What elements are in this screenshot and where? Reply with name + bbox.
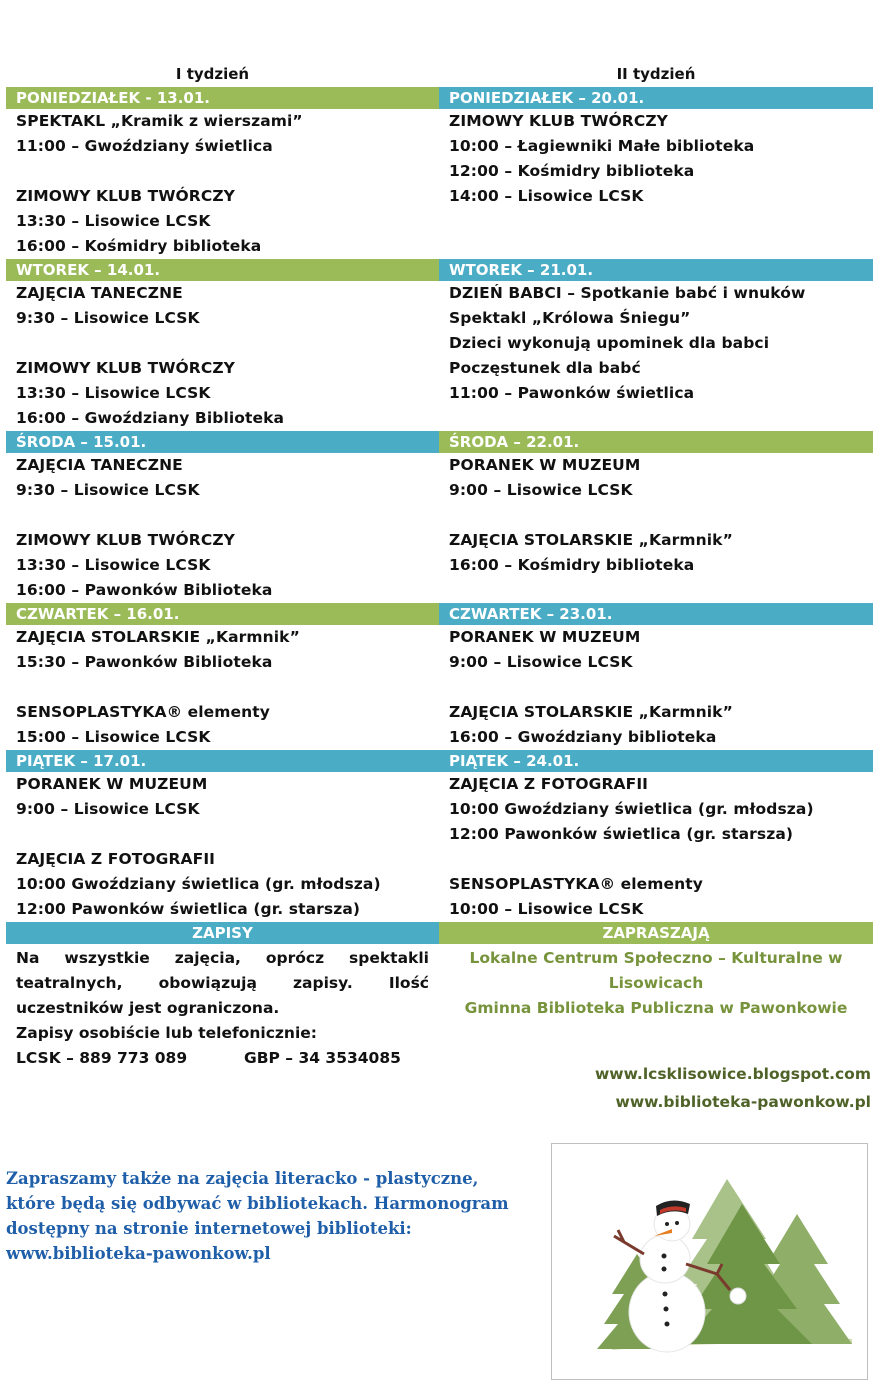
day-header: WTOREK – 14.01. [6,259,439,281]
event-line: ZAJĘCIA TANECZNE [16,456,183,474]
event-line: Dzieci wykonują upominek dla babci [449,334,770,352]
event-line [6,822,439,847]
event-line: 11:00 – Gwoździany świetlica [16,137,273,155]
event-line [6,503,439,528]
day-body [439,625,873,750]
organizer-lcsk: Lokalne Centrum Społeczno – Kulturalne w Lisowicach [469,949,843,992]
event-line: 16:00 – Kośmidry biblioteka [449,556,695,574]
event-line: 12:00 – Kośmidry biblioteka [449,162,695,180]
organizer-gbp: Gminna Biblioteka Publiczna w Pawonkowie [464,999,848,1017]
event-line: 9:30 – Lisowice LCSK [16,309,200,327]
event-line: 16:00 – Pawonków Biblioteka [16,581,273,599]
snowman-picture [551,1143,868,1380]
event-line: 14:00 – Lisowice LCSK [449,187,644,205]
zapisy-section [6,944,439,1071]
zapraszaja-header: ZAPRASZAJĄ [439,922,873,944]
event-line: DZIEŃ BABCI – Spotkanie babć i wnuków [449,284,806,302]
event-line: ZIMOWY KLUB TWÓRCZY [16,531,235,549]
day-header: PONIEDZIAŁEK – 20.01. [439,87,873,109]
zapisy-contact: Zapisy osobiście lub telefonicznie: [16,1024,317,1042]
event-line [6,675,439,700]
event-line: 10:00 – Lisowice LCSK [449,900,644,918]
week-2-title: II tydzień [616,65,696,83]
event-line: PORANEK W MUZEUM [16,775,208,793]
event-line [6,159,439,184]
day-body [6,453,439,603]
event-line [6,331,439,356]
link-biblioteka[interactable]: www.biblioteka-pawonkow.pl [615,1093,871,1111]
event-line: Spektakl „Królowa Śniegu” [449,309,691,327]
week-2-column [439,62,873,1021]
event-line: 15:30 – Pawonków Biblioteka [16,653,273,671]
event-line: PORANEK W MUZEUM [449,456,641,474]
day-header: PIĄTEK – 17.01. [6,750,439,772]
event-line: SPEKTAKL „Kramik z wierszami” [16,112,303,130]
zapisy-header: ZAPISY [6,922,439,944]
day-body [439,281,873,431]
link-lcsk[interactable]: www.lcsklisowice.blogspot.com [594,1065,871,1083]
event-line: ZIMOWY KLUB TWÓRCZY [449,112,668,130]
event-line: ZIMOWY KLUB TWÓRCZY [16,187,235,205]
event-line: 12:00 Pawonków świetlica (gr. starsza) [16,900,361,918]
links [595,1060,871,1116]
event-line: 13:30 – Lisowice LCSK [16,212,211,230]
zapisy-info: Na wszystkie zajęcia, oprócz spektakli teatralnych, obowiązują zapisy. Ilość uczestników jest ograniczona. [16,949,429,1017]
event-line: SENSOPLASTYKA® elementy [16,703,271,721]
snowman-with-trees-icon [552,1144,867,1379]
event-line: PORANEK W MUZEUM [449,628,641,646]
day-header: PONIEDZIAŁEK - 13.01. [6,87,439,109]
event-line: 12:00 Pawonków świetlica (gr. starsza) [449,825,794,843]
day-body [439,109,873,259]
event-line: 10:00 – Łagiewniki Małe biblioteka [449,137,755,155]
day-header: ŚRODA – 22.01. [439,431,873,453]
phone-gbp: GBP – 34 3534085 [244,1049,401,1067]
footer-note: Zapraszamy także na zajęcia literacko - plastyczne, które będą się odbywać w bibliotekach. Harmonogram dostępny na stronie internetowej biblioteki: www.biblioteka-pawonkow.pl [6,1169,509,1263]
event-line: 16:00 – Gwoździany Biblioteka [16,409,285,427]
event-line [439,209,873,234]
day-header: PIĄTEK – 24.01. [439,750,873,772]
event-line: 9:30 – Lisowice LCSK [16,481,200,499]
event-line: ZAJĘCIA Z FOTOGRAFII [16,850,216,868]
event-line: 9:00 – Lisowice LCSK [449,481,633,499]
event-line: ZAJĘCIA Z FOTOGRAFII [449,775,649,793]
phone-row [16,1046,429,1071]
event-line: 9:00 – Lisowice LCSK [449,653,633,671]
event-line: 16:00 – Gwoździany biblioteka [449,728,717,746]
day-body [6,625,439,750]
event-line: ZAJĘCIA TANECZNE [16,284,183,302]
event-line: 11:00 – Pawonków świetlica [449,384,695,402]
event-line: ZIMOWY KLUB TWÓRCZY [16,359,235,377]
day-body [439,772,873,922]
event-line: 13:30 – Lisowice LCSK [16,384,211,402]
event-line [439,847,873,872]
event-line [439,578,873,603]
event-line: Poczęstunek dla babć [449,359,641,377]
event-line [439,503,873,528]
day-header: WTOREK – 21.01. [439,259,873,281]
day-body [6,772,439,922]
phone-lcsk: LCSK – 889 773 089 [16,1049,188,1067]
event-line: 13:30 – Lisowice LCSK [16,556,211,574]
event-line: 15:00 – Lisowice LCSK [16,728,211,746]
event-line [439,406,873,431]
event-line: 9:00 – Lisowice LCSK [16,800,200,818]
day-header: CZWARTEK – 16.01. [6,603,439,625]
event-line [439,675,873,700]
day-header: ŚRODA – 15.01. [6,431,439,453]
zapraszaja-section [439,944,873,1021]
day-header: CZWARTEK – 23.01. [439,603,873,625]
event-line: 10:00 Gwoździany świetlica (gr. młodsza) [449,800,814,818]
week-1-title: I tydzień [175,65,250,83]
event-line: ZAJĘCIA STOLARSKIE „Karmnik” [16,628,300,646]
event-line [439,234,873,259]
day-body [6,281,439,431]
event-line: 16:00 – Kośmidry biblioteka [16,237,262,255]
week-1-column [6,62,439,1071]
day-body [439,453,873,603]
event-line: SENSOPLASTYKA® elementy [449,875,704,893]
day-body [6,109,439,259]
event-line: ZAJĘCIA STOLARSKIE „Karmnik” [449,703,733,721]
event-line: 10:00 Gwoździany świetlica (gr. młodsza) [16,875,381,893]
event-line: ZAJĘCIA STOLARSKIE „Karmnik” [449,531,733,549]
